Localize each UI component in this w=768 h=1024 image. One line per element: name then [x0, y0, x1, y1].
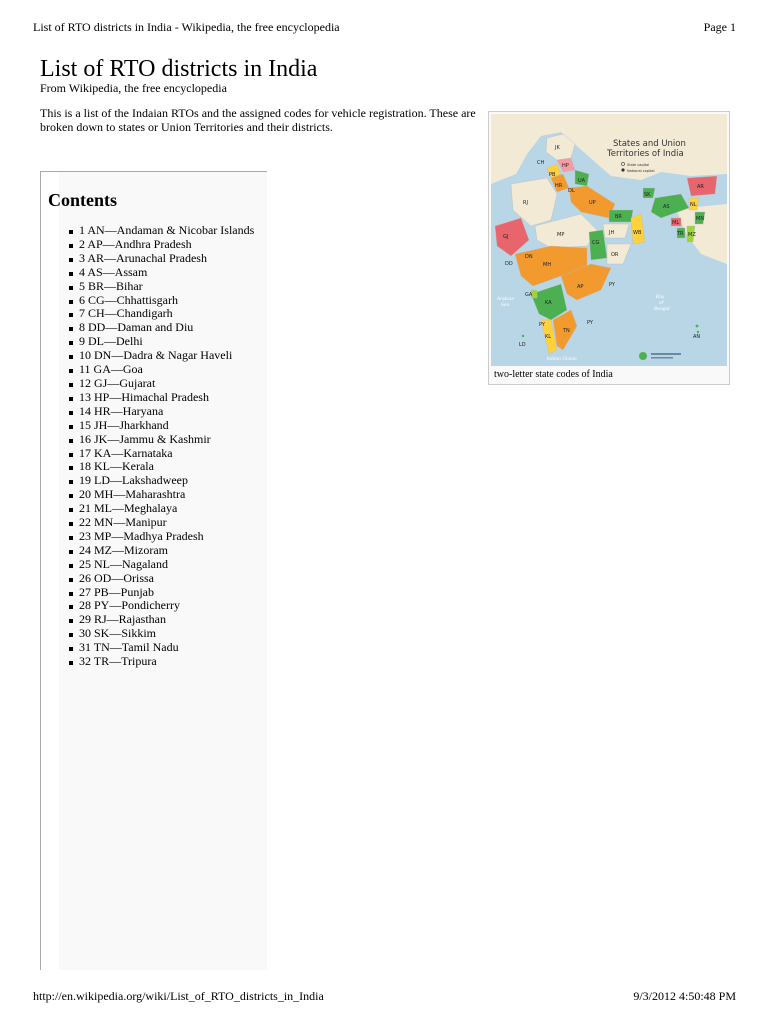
toc-item[interactable] — [67, 391, 254, 405]
india-state-map[interactable] — [491, 114, 727, 366]
toc-item-label[interactable]: 31 TN—Tamil Nadu — [79, 640, 179, 655]
bullet-icon — [69, 341, 73, 345]
toc-item-label[interactable]: 19 LD—Lakshadweep — [79, 473, 188, 488]
bullet-icon — [69, 466, 73, 470]
bullet-icon — [69, 605, 73, 609]
toc-item[interactable] — [67, 627, 254, 641]
island-marker — [522, 335, 524, 337]
bullet-icon — [69, 272, 73, 276]
map-label-kl: KL — [545, 334, 552, 340]
map-label-wb: WB — [633, 230, 642, 236]
emblem-icon — [639, 352, 647, 360]
map-label-ch: CH — [537, 160, 545, 166]
map-label-ar: AR — [697, 184, 704, 190]
map-label-br: BR — [615, 214, 622, 220]
map-label-py-2: PY — [609, 282, 615, 288]
emblem-text-bar — [651, 353, 681, 355]
toc-item-label[interactable]: 5 BR—Bihar — [79, 278, 143, 293]
bullet-icon — [69, 369, 73, 373]
sea-label-arabian-1: Arabian — [497, 297, 515, 302]
map-label-hr: HR — [555, 183, 563, 189]
toc-item[interactable] — [67, 433, 254, 447]
toc-item[interactable] — [67, 238, 254, 252]
map-title-line-2: Territories of India — [607, 149, 684, 159]
map-label-tr: TR — [677, 231, 684, 237]
toc-item-label[interactable]: 30 SK—Sikkim — [79, 626, 157, 641]
legend-national-capital: National capital — [627, 169, 655, 173]
bullet-icon — [69, 480, 73, 484]
sea-label-arabian-2: Sea — [501, 303, 510, 308]
legend-state-capital: State capital — [627, 163, 650, 167]
toc-item-label[interactable]: 8 DD—Daman and Diu — [79, 320, 194, 335]
toc-item[interactable] — [67, 307, 254, 321]
bullet-icon — [69, 327, 73, 331]
map-label-an: AN — [693, 334, 701, 340]
toc-item-label[interactable]: 4 AS—Assam — [79, 264, 148, 279]
toc-item[interactable] — [67, 405, 254, 419]
bullet-icon — [69, 453, 73, 457]
map-title-line-1: States and Union — [613, 139, 686, 149]
toc-item-label[interactable]: 11 GA—Goa — [79, 362, 143, 377]
bullet-icon — [69, 300, 73, 304]
map-label-ga: GA — [525, 292, 533, 298]
map-label-jk: JK — [555, 145, 560, 151]
toc-item-label[interactable]: 21 ML—Meghalaya — [79, 501, 178, 516]
bullet-icon — [69, 647, 73, 651]
map-label-up: UP — [589, 200, 596, 206]
map-label-ua: UA — [578, 178, 586, 184]
island-marker — [696, 325, 699, 328]
sea-label-bengal-2: of — [659, 301, 664, 306]
map-caption: two-letter state codes of India — [494, 369, 613, 380]
bullet-icon — [69, 550, 73, 554]
toc-item-label[interactable]: 14 HR—Haryana — [79, 403, 164, 418]
bullet-icon — [69, 355, 73, 359]
map-label-gj: GJ — [503, 234, 509, 240]
bullet-icon — [69, 230, 73, 234]
page-number: Page 1 — [703, 20, 736, 34]
toc-item-label[interactable]: 13 HP—Himachal Pradesh — [79, 389, 209, 404]
map-label-as: AS — [663, 204, 670, 210]
toc-item-label[interactable]: 23 MP—Madhya Pradesh — [79, 528, 204, 543]
toc-item-label[interactable]: 18 KL—Kerala — [79, 459, 154, 474]
toc-item[interactable] — [67, 349, 254, 363]
page-title: List of RTO districts in India — [40, 56, 318, 82]
national-capital-icon — [621, 168, 624, 171]
toc-item-label[interactable]: 7 CH—Chandigarh — [79, 306, 173, 321]
toc-item-label[interactable]: 25 NL—Nagaland — [79, 556, 168, 571]
toc-item-label[interactable]: 17 KA—Karnataka — [79, 445, 173, 460]
toc-item[interactable] — [67, 599, 254, 613]
toc-item[interactable] — [67, 586, 254, 600]
toc-item-label[interactable]: 28 PY—Pondicherry — [79, 598, 180, 613]
toc-item-label[interactable]: 20 MH—Maharashtra — [79, 487, 186, 502]
map-label-mn: MN — [696, 216, 705, 222]
toc-item-label[interactable]: 15 JH—Jharkhand — [79, 417, 169, 432]
toc-item[interactable] — [67, 447, 254, 461]
toc-item-label[interactable]: 6 CG—Chhattisgarh — [79, 292, 178, 307]
map-label-rj: RJ — [523, 200, 528, 206]
map-label-mh: MH — [543, 262, 552, 268]
bullet-icon — [69, 286, 73, 290]
toc-item[interactable] — [67, 252, 254, 266]
toc-item-label[interactable]: 10 DN—Dadra & Nagar Haveli — [79, 348, 233, 363]
bullet-icon — [69, 439, 73, 443]
sea-label-indian: Indian Ocean — [547, 357, 577, 362]
bullet-icon — [69, 508, 73, 512]
toc-item[interactable] — [67, 488, 254, 502]
toc-item-label[interactable]: 24 MZ—Mizoram — [79, 542, 168, 557]
toc-item[interactable] — [67, 572, 254, 586]
toc-title: Contents — [48, 190, 118, 210]
page-url: http://en.wikipedia.org/wiki/List_of_RTO_districts_in_India — [33, 989, 324, 1003]
toc-item-label[interactable]: 26 OD—Orissa — [79, 570, 154, 585]
map-label-ka: KA — [545, 300, 552, 306]
toc-item[interactable] — [67, 363, 254, 377]
bullet-icon — [69, 522, 73, 526]
print-header-title: List of RTO districts in India - Wikipedia, the free encyclopedia — [33, 20, 340, 34]
map-label-pb: PB — [549, 172, 556, 178]
map-label-ap: AP — [577, 284, 584, 290]
toc-item[interactable] — [67, 544, 254, 558]
map-label-sk: SK — [644, 192, 651, 198]
toc-item-label[interactable]: 27 PB—Punjab — [79, 584, 155, 599]
map-label-jh: JH — [609, 230, 615, 236]
bullet-icon — [69, 258, 73, 262]
map-label-ml: ML — [672, 220, 680, 226]
map-label-hp: HP — [562, 163, 569, 169]
toc-item[interactable] — [67, 294, 254, 308]
map-label-ld: LD — [519, 342, 526, 348]
bullet-icon — [69, 244, 73, 248]
state-jh — [603, 224, 629, 238]
toc-item[interactable] — [67, 502, 254, 516]
bullet-icon — [69, 411, 73, 415]
toc-item[interactable] — [67, 321, 254, 335]
toc-item[interactable] — [67, 224, 254, 238]
map-label-mp: MP — [557, 232, 565, 238]
bullet-icon — [69, 578, 73, 582]
map-label-py: PY — [587, 320, 593, 326]
page-tagline: From Wikipedia, the free encyclopedia — [40, 81, 227, 95]
bullet-icon — [69, 494, 73, 498]
sea-label-bengal-1: Bay — [656, 295, 665, 300]
toc-item[interactable] — [67, 655, 254, 669]
toc-item[interactable] — [67, 266, 254, 280]
toc-item[interactable] — [67, 280, 254, 294]
toc-item-label[interactable]: 2 AP—Andhra Pradesh — [79, 236, 192, 251]
toc-item-label[interactable]: 9 DL—Delhi — [79, 334, 143, 349]
bullet-icon — [69, 397, 73, 401]
toc-item-label[interactable]: 12 GJ—Gujarat — [79, 375, 156, 390]
sea-label-bengal-3: Bengal — [654, 307, 670, 312]
bullet-icon — [69, 425, 73, 429]
toc-item-label[interactable]: 1 AN—Andaman & Nicobar Islands — [79, 223, 255, 237]
bullet-icon — [69, 564, 73, 568]
map-label-dl: DL — [568, 188, 575, 194]
bullet-icon — [69, 383, 73, 387]
intro-paragraph: This is a list of the Indaian RTOs and the assigned codes for vehicle registration. These are broken down to states or Union Territories and their districts. — [40, 106, 476, 134]
toc-item-label[interactable]: 22 MN—Manipur — [79, 515, 167, 530]
toc-item[interactable] — [67, 474, 254, 488]
toc-item-label[interactable]: 3 AR—Arunachal Pradesh — [79, 250, 207, 265]
toc-item-label[interactable]: 32 TR—Tripura — [79, 654, 157, 669]
toc-item[interactable] — [67, 641, 254, 655]
bullet-icon — [69, 633, 73, 637]
bullet-icon — [69, 536, 73, 540]
bullet-icon — [69, 661, 73, 665]
map-label-tn: TN — [563, 328, 570, 334]
map-label-dd: DD — [505, 261, 513, 267]
toc-item[interactable] — [67, 377, 254, 391]
map-label-dn: DN — [525, 254, 533, 260]
map-label-cg: CG — [592, 240, 600, 246]
emblem-text-bar — [651, 357, 673, 359]
toc-item-label[interactable]: 16 JK—Jammu & Kashmir — [79, 431, 211, 446]
map-label-nl: NL — [690, 202, 697, 208]
toc-item-label[interactable]: 29 RJ—Rajasthan — [79, 612, 166, 627]
toc-item[interactable] — [67, 460, 254, 474]
bullet-icon — [69, 592, 73, 596]
bullet-icon — [69, 619, 73, 623]
toc-item[interactable] — [67, 530, 254, 544]
toc-item[interactable] — [67, 558, 254, 572]
print-timestamp: 9/3/2012 4:50:48 PM — [633, 989, 736, 1003]
table-of-contents — [40, 171, 267, 970]
map-label-mz: MZ — [688, 232, 696, 238]
map-label-py-3: PY — [539, 322, 545, 328]
toc-item[interactable] — [67, 419, 254, 433]
island-marker — [697, 331, 699, 333]
toc-item[interactable] — [67, 516, 254, 530]
bullet-icon — [69, 313, 73, 317]
map-thumbnail — [488, 111, 730, 385]
toc-item[interactable] — [67, 613, 254, 627]
toc-list — [67, 224, 254, 669]
map-label-or: OR — [611, 252, 619, 258]
toc-item[interactable] — [67, 335, 254, 349]
